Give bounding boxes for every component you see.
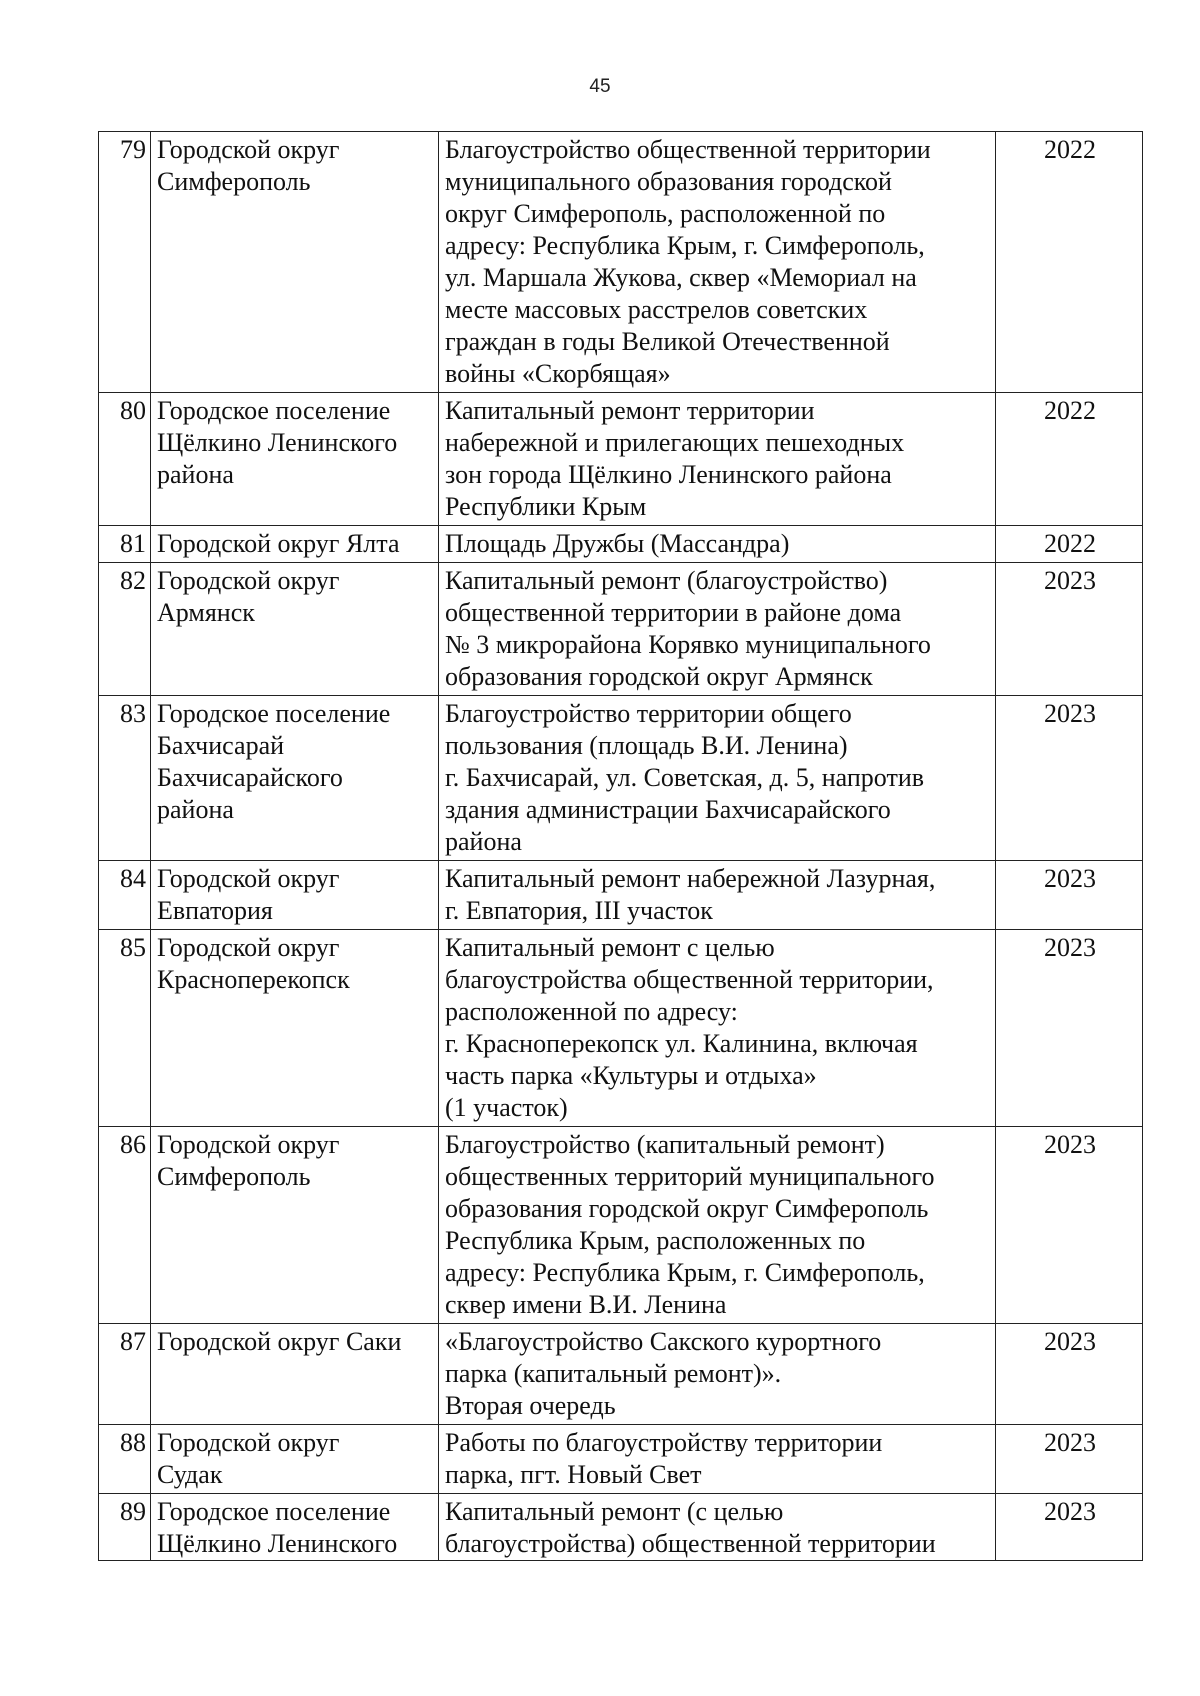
year-cell: 2022 (996, 132, 1143, 393)
row-number: 85 (99, 930, 151, 1127)
year-cell: 2023 (996, 1324, 1143, 1425)
municipality-cell: Городской округ Армянск (151, 563, 439, 696)
row-number: 82 (99, 563, 151, 696)
municipality-cell: Городской округ Симферополь (151, 1127, 439, 1324)
row-number: 83 (99, 696, 151, 861)
object-cell: Капитальный ремонт (благоустройство) общественной территории в районе дома № 3 микрорайона Корявко муниципального образования городской округ Армянск (439, 563, 996, 696)
row-number: 81 (99, 526, 151, 563)
table-row (99, 526, 1143, 563)
municipality-cell: Городской округ Евпатория (151, 861, 439, 930)
year-cell: 2023 (996, 930, 1143, 1127)
row-number: 89 (99, 1494, 151, 1561)
object-cell: Площадь Дружбы (Массандра) (439, 526, 996, 563)
municipality-cell: Городской округ Судак (151, 1425, 439, 1494)
row-number: 86 (99, 1127, 151, 1324)
year-cell: 2022 (996, 393, 1143, 526)
municipality-cell: Городское поселение Щёлкино Ленинского района (151, 393, 439, 526)
table-row (99, 1127, 1143, 1324)
object-cell: Благоустройство общественной территории муниципального образования городской округ Симферополь, расположенной по адресу: Республика Крым, г. Симферополь, ул. Маршала Жукова, сквер «Мемориал на месте массовых расстрелов советских граждан в годы Великой Отечественной войны «Скорбящая» (439, 132, 996, 393)
row-number: 80 (99, 393, 151, 526)
table-row (99, 393, 1143, 526)
year-cell: 2023 (996, 1494, 1143, 1561)
year-cell: 2022 (996, 526, 1143, 563)
object-cell: Капитальный ремонт набережной Лазурная, г. Евпатория, III участок (439, 861, 996, 930)
row-number: 87 (99, 1324, 151, 1425)
year-cell: 2023 (996, 861, 1143, 930)
municipality-cell: Городской округ Красноперекопск (151, 930, 439, 1127)
object-cell: Капитальный ремонт (с целью благоустройства) общественной территории (439, 1494, 996, 1561)
table-row (99, 132, 1143, 393)
year-cell: 2023 (996, 1127, 1143, 1324)
page-number: 45 (589, 76, 611, 97)
municipality-cell: Городской округ Саки (151, 1324, 439, 1425)
municipality-cell: Городской округ Симферополь (151, 132, 439, 393)
row-number: 88 (99, 1425, 151, 1494)
table-row (99, 1425, 1143, 1494)
object-cell: Капитальный ремонт с целью благоустройства общественной территории, расположенной по адресу: г. Красноперекопск ул. Калинина, включая часть парка «Культуры и отдыха» (1 участок) (439, 930, 996, 1127)
table-row (99, 1324, 1143, 1425)
year-cell: 2023 (996, 563, 1143, 696)
municipality-cell: Городской округ Ялта (151, 526, 439, 563)
object-cell: Благоустройство (капитальный ремонт) общественных территорий муниципального образования городской округ Симферополь Республика Крым, расположенных по адресу: Республика Крым, г. Симферополь, сквер имени В.И. Ленина (439, 1127, 996, 1324)
municipality-cell: Городское поселение Щёлкино Ленинского (151, 1494, 439, 1561)
table-row (99, 1494, 1143, 1561)
object-cell: «Благоустройство Сакского курортного парка (капитальный ремонт)». Вторая очередь (439, 1324, 996, 1425)
row-number: 79 (99, 132, 151, 393)
year-cell: 2023 (996, 1425, 1143, 1494)
object-cell: Благоустройство территории общего пользования (площадь В.И. Ленина) г. Бахчисарай, ул. Советская, д. 5, напротив здания администрации Бахчисарайского района (439, 696, 996, 861)
row-number: 84 (99, 861, 151, 930)
program-table (98, 131, 1143, 1561)
object-cell: Работы по благоустройству территории парка, пгт. Новый Свет (439, 1425, 996, 1494)
table-row (99, 930, 1143, 1127)
table-row (99, 861, 1143, 930)
table-row (99, 563, 1143, 696)
table-row (99, 696, 1143, 861)
municipality-cell: Городское поселение Бахчисарай Бахчисарайского района (151, 696, 439, 861)
object-cell: Капитальный ремонт территории набережной и прилегающих пешеходных зон города Щёлкино Ленинского района Республики Крым (439, 393, 996, 526)
year-cell: 2023 (996, 696, 1143, 861)
